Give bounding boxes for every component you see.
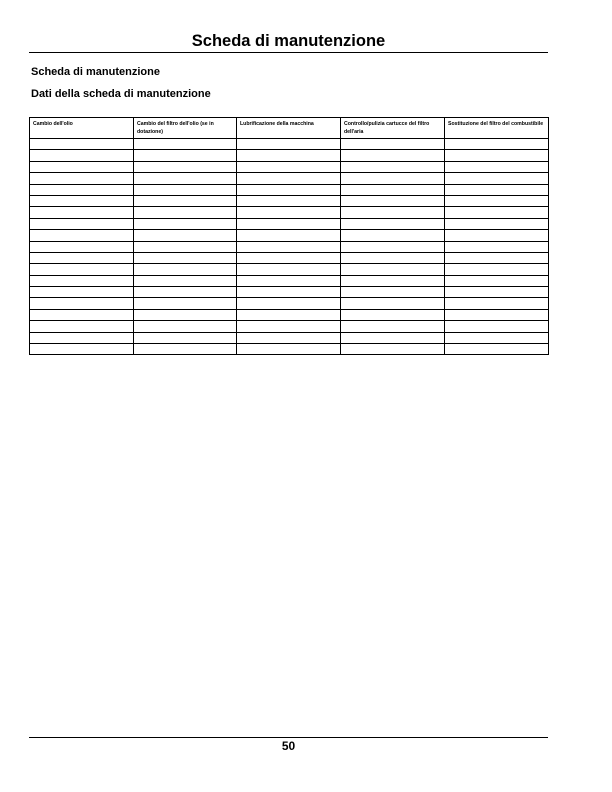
- table-cell[interactable]: [445, 218, 549, 229]
- table-cell[interactable]: [134, 230, 237, 241]
- table-cell[interactable]: [30, 252, 134, 263]
- table-row: [30, 173, 549, 184]
- table-cell[interactable]: [237, 230, 341, 241]
- table-cell[interactable]: [341, 287, 445, 298]
- table-cell[interactable]: [341, 150, 445, 161]
- table-cell[interactable]: [341, 173, 445, 184]
- table-cell[interactable]: [237, 287, 341, 298]
- table-cell[interactable]: [30, 287, 134, 298]
- table-cell[interactable]: [341, 218, 445, 229]
- table-cell[interactable]: [134, 173, 237, 184]
- table-header-row: [30, 118, 549, 139]
- table-cell[interactable]: [445, 298, 549, 309]
- table-cell[interactable]: [445, 275, 549, 286]
- table-cell[interactable]: [237, 161, 341, 172]
- table-cell[interactable]: [134, 264, 237, 275]
- table-cell[interactable]: [30, 184, 134, 195]
- table-row: [30, 230, 549, 241]
- table-cell[interactable]: [445, 309, 549, 320]
- table-cell[interactable]: [445, 241, 549, 252]
- table-cell[interactable]: [30, 150, 134, 161]
- table-cell[interactable]: [237, 139, 341, 150]
- table-cell[interactable]: [30, 298, 134, 309]
- table-cell[interactable]: [237, 264, 341, 275]
- table-row: [30, 161, 549, 172]
- title-divider: [29, 52, 548, 53]
- table-cell[interactable]: [341, 252, 445, 263]
- table-cell[interactable]: [341, 161, 445, 172]
- table-cell[interactable]: [341, 184, 445, 195]
- maintenance-log-table: [29, 117, 549, 355]
- table-cell[interactable]: [134, 321, 237, 332]
- table-cell[interactable]: [237, 173, 341, 184]
- table-cell[interactable]: [445, 150, 549, 161]
- table-cell[interactable]: [237, 252, 341, 263]
- table-cell[interactable]: [341, 298, 445, 309]
- table-row: [30, 332, 549, 343]
- table-cell[interactable]: [445, 344, 549, 355]
- table-row: [30, 309, 549, 320]
- table-row: [30, 264, 549, 275]
- footer-divider: [29, 737, 548, 738]
- table-cell[interactable]: [30, 207, 134, 218]
- table-cell[interactable]: [341, 275, 445, 286]
- table-cell[interactable]: [445, 321, 549, 332]
- table-cell[interactable]: [134, 252, 237, 263]
- table-cell[interactable]: [30, 161, 134, 172]
- table-cell[interactable]: [134, 241, 237, 252]
- table-cell[interactable]: [30, 344, 134, 355]
- table-cell[interactable]: [445, 287, 549, 298]
- section-heading: Scheda di manutenzione: [31, 66, 160, 78]
- table-cell[interactable]: [30, 321, 134, 332]
- table-cell[interactable]: [134, 332, 237, 343]
- table-cell[interactable]: [237, 309, 341, 320]
- table-cell[interactable]: [237, 321, 341, 332]
- sub-heading: Dati della scheda di manutenzione: [31, 88, 211, 100]
- page-number: 50: [281, 739, 296, 753]
- column-header-machine-lubrication: Lubrificazione della macchina: [237, 118, 341, 139]
- table-row: [30, 241, 549, 252]
- table-cell[interactable]: [445, 207, 549, 218]
- table-row: [30, 287, 549, 298]
- table-cell[interactable]: [134, 195, 237, 206]
- table-cell[interactable]: [445, 139, 549, 150]
- table-cell[interactable]: [134, 218, 237, 229]
- table-cell[interactable]: [341, 344, 445, 355]
- table-cell[interactable]: [445, 173, 549, 184]
- table-cell[interactable]: [341, 321, 445, 332]
- table-cell[interactable]: [30, 275, 134, 286]
- table-cell[interactable]: [237, 275, 341, 286]
- table-cell[interactable]: [237, 150, 341, 161]
- table-row: [30, 207, 549, 218]
- table-row: [30, 344, 549, 355]
- table-cell[interactable]: [237, 241, 341, 252]
- page-title: Scheda di manutenzione: [191, 32, 386, 50]
- table-row: [30, 298, 549, 309]
- table-cell[interactable]: [341, 195, 445, 206]
- table-row: [30, 275, 549, 286]
- table-cell[interactable]: [445, 230, 549, 241]
- table-row: [30, 195, 549, 206]
- table-cell[interactable]: [134, 207, 237, 218]
- table-row: [30, 150, 549, 161]
- table-body: [30, 139, 549, 355]
- table-cell[interactable]: [341, 139, 445, 150]
- table-cell[interactable]: [134, 161, 237, 172]
- table-cell[interactable]: [445, 264, 549, 275]
- column-header-oil-change: Cambio dell'olio: [30, 118, 134, 139]
- table-cell[interactable]: [237, 207, 341, 218]
- table-cell[interactable]: [341, 230, 445, 241]
- table-cell[interactable]: [30, 264, 134, 275]
- table-cell[interactable]: [341, 264, 445, 275]
- table-cell[interactable]: [445, 332, 549, 343]
- table-row: [30, 139, 549, 150]
- table-cell[interactable]: [237, 195, 341, 206]
- table-row: [30, 252, 549, 263]
- table-cell[interactable]: [134, 150, 237, 161]
- table-cell[interactable]: [134, 287, 237, 298]
- table-cell[interactable]: [30, 241, 134, 252]
- table-cell[interactable]: [341, 309, 445, 320]
- table-cell[interactable]: [445, 252, 549, 263]
- column-header-oil-filter-change: Cambio del filtro dell'olio (se in dotazione): [134, 118, 237, 139]
- table-cell[interactable]: [134, 275, 237, 286]
- table-cell[interactable]: [445, 161, 549, 172]
- table-cell[interactable]: [237, 344, 341, 355]
- table-cell[interactable]: [341, 332, 445, 343]
- table-cell[interactable]: [134, 309, 237, 320]
- table-cell[interactable]: [30, 139, 134, 150]
- table-cell[interactable]: [134, 184, 237, 195]
- table-cell[interactable]: [237, 184, 341, 195]
- table-cell[interactable]: [30, 230, 134, 241]
- table-cell[interactable]: [445, 195, 549, 206]
- table-cell[interactable]: [30, 173, 134, 184]
- table-cell[interactable]: [341, 207, 445, 218]
- table-row: [30, 321, 549, 332]
- table-cell[interactable]: [237, 332, 341, 343]
- table-row: [30, 218, 549, 229]
- table-cell[interactable]: [445, 184, 549, 195]
- column-header-air-filter-check: Controllo/pulizia cartucce del filtro dell'aria: [341, 118, 445, 139]
- table-cell[interactable]: [134, 139, 237, 150]
- table-cell[interactable]: [30, 332, 134, 343]
- table-cell[interactable]: [237, 218, 341, 229]
- table-row: [30, 184, 549, 195]
- table-cell[interactable]: [134, 344, 237, 355]
- table-cell[interactable]: [134, 298, 237, 309]
- column-header-fuel-filter-replacement: Sostituzione del filtro del combustibile: [445, 118, 549, 139]
- table-cell[interactable]: [341, 241, 445, 252]
- table-cell[interactable]: [237, 298, 341, 309]
- table-cell[interactable]: [30, 195, 134, 206]
- table-cell[interactable]: [30, 309, 134, 320]
- table-cell[interactable]: [30, 218, 134, 229]
